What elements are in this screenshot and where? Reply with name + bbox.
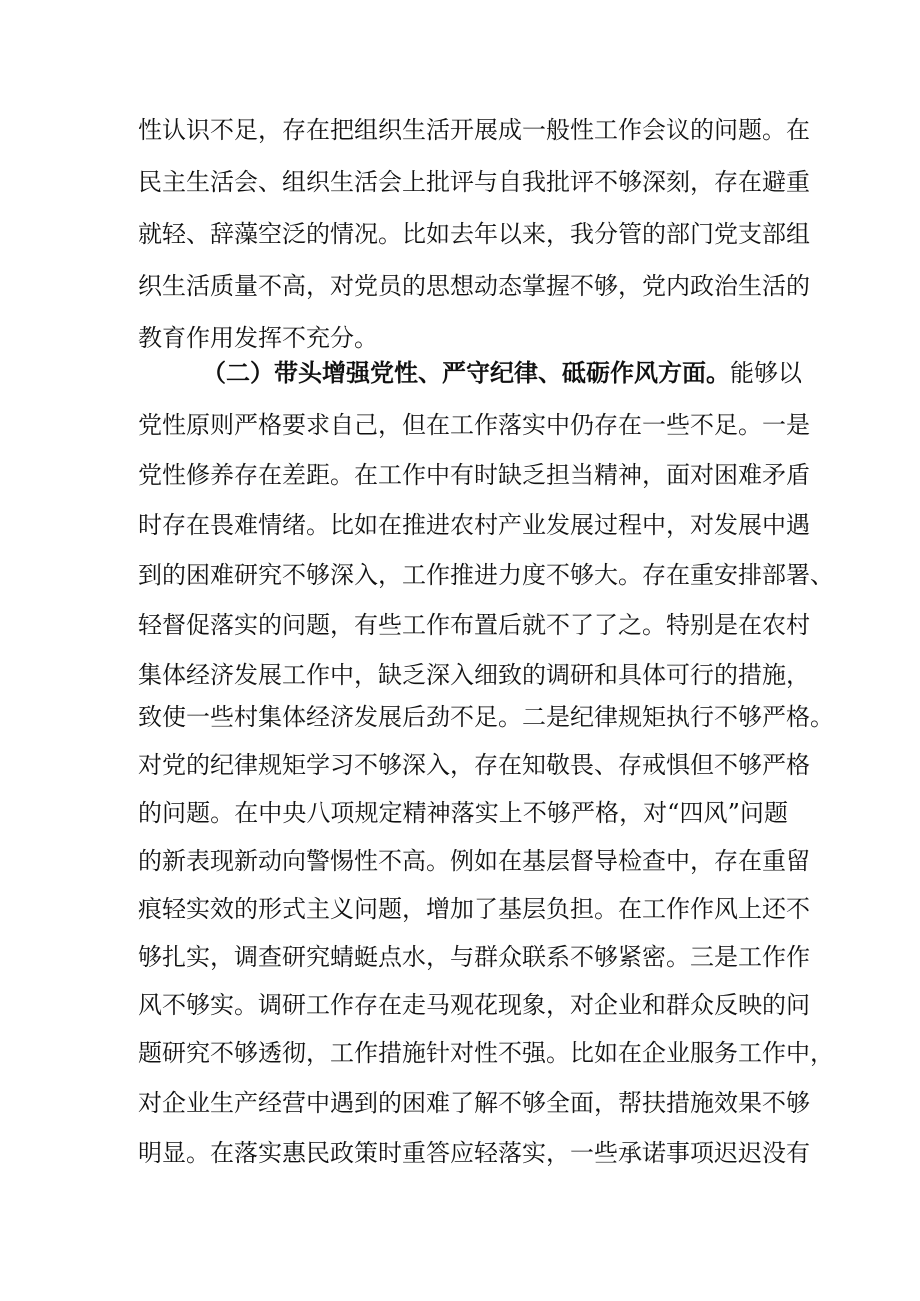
text-line: 民主生活会、组织生活会上批评与自我批评不够深刻，存在避重 <box>138 168 810 196</box>
section-heading-line <box>202 356 802 390</box>
text-line: 教育作用发挥不充分。 <box>138 324 378 352</box>
text-line: 够扎实，调查研究蜻蜓点水，与群众联系不够紧密。三是工作作 <box>138 943 810 971</box>
text-line: 党性原则严格要求自己，但在工作落实中仍存在一些不足。一是 <box>138 411 810 439</box>
text-line: 风不够实。调研工作存在走马观花现象，对企业和群众反映的问 <box>138 991 810 1019</box>
text-line: 的新表现新动向警惕性不高。例如在基层督导检查中，存在重留 <box>138 847 810 875</box>
text-line: 明显。在落实惠民政策时重答应轻落实，一些承诺事项迟迟没有 <box>138 1139 810 1167</box>
text-line: 的问题。在中央八项规定精神落实上不够严格，对“四风”问题 <box>138 799 788 827</box>
text-line: 题研究不够透彻，工作措施针对性不强。比如在企业服务工作中， <box>138 1039 834 1067</box>
text-line: 对党的纪律规矩学习不够深入，存在知敬畏、存戒惧但不够严格 <box>138 751 810 779</box>
text-line: 到的困难研究不够深入，工作推进力度不够大。存在重安排部署、 <box>138 561 834 589</box>
text-line: 就轻、辞藻空泛的情况。比如去年以来，我分管的部门党支部组 <box>138 220 810 248</box>
text-line: 对企业生产经营中遇到的困难了解不够全面，帮扶措施效果不够 <box>138 1089 810 1117</box>
text-line: 集体经济发展工作中，缺乏深入细致的调研和具体可行的措施， <box>138 661 810 689</box>
text-line: 织生活质量不高，对党员的思想动态掌握不够，党内政治生活的 <box>138 272 810 300</box>
text-line: 痕轻实效的形式主义问题，增加了基层负担。在工作作风上还不 <box>138 895 810 923</box>
text-line: 时存在畏难情绪。比如在推进农村产业发展过程中，对发展中遇 <box>138 511 810 539</box>
text-line: 轻督促落实的问题，有些工作布置后就不了了之。特别是在农村 <box>138 611 810 639</box>
text-line: 性认识不足，存在把组织生活开展成一般性工作会议的问题。在 <box>138 116 810 144</box>
section-heading-continuation: 能够以 <box>730 359 802 387</box>
section-heading: （二）带头增强党性、严守纪律、砥砺作风方面。 <box>202 359 730 387</box>
text-line: 致使一些村集体经济发展后劲不足。二是纪律规矩执行不够严格。 <box>138 703 834 731</box>
text-line: 党性修养存在差距。在工作中有时缺乏担当精神，面对困难矛盾 <box>138 461 810 489</box>
